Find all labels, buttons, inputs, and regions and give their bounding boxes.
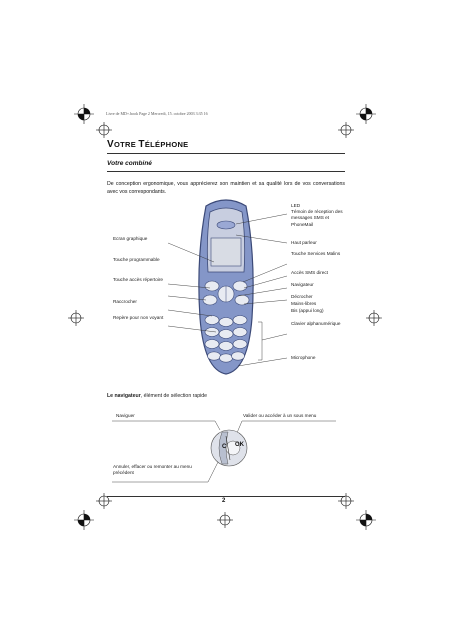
label-pick-up: Décrocher xyxy=(291,294,313,299)
navigator-ok-label: OK xyxy=(235,442,244,448)
label-hands-free: Mains-libres xyxy=(291,301,317,306)
label-microphone: Microphone xyxy=(291,355,316,360)
page-number: 2 xyxy=(222,498,226,504)
label-directory-key: Touche accès répertoire xyxy=(113,277,164,282)
section-title: Votre combiné xyxy=(107,160,152,167)
footer-rule xyxy=(107,496,345,497)
label-sms-direct: Accès SMS direct xyxy=(291,270,328,275)
page-title-v: V xyxy=(107,139,114,150)
label-speaker: Haut parleur xyxy=(291,240,317,245)
label-screen: Ecran graphique xyxy=(113,236,148,241)
navigator-heading-bold: Le navigateur xyxy=(107,393,141,399)
label-tactile-mark: Repère pour non voyant xyxy=(113,315,164,320)
label-navigator: Navigateur xyxy=(291,282,314,287)
intro-paragraph: De conception ergonomique, vous apprécierez son maintien et sa qualité lors de vos conversations avec vos correspondants. xyxy=(107,181,345,195)
navigator-heading-rest: , élément de sélection rapide xyxy=(140,393,208,399)
label-validate: Valider ou accéder à un sous menu xyxy=(243,413,317,418)
label-redial: Bis (appui long) xyxy=(291,308,324,313)
label-soft-key: Touche programmable xyxy=(113,257,160,262)
page-title-otre: OTRE xyxy=(113,140,139,149)
navigator-c-label: C xyxy=(222,444,227,450)
page-title-elephone: ÉLÉPHONE xyxy=(144,140,189,149)
label-keypad: Clavier alphanumérique xyxy=(291,321,341,326)
label-navigate: Naviguer xyxy=(116,413,135,418)
label-led: LED xyxy=(291,203,301,208)
page-title-t: T xyxy=(138,139,145,150)
print-header: Livre de MD+.book Page 2 Mercredi, 15. octobre 2003 3:35 16 xyxy=(106,111,208,116)
label-cancel: Annuler, effacer ou remonter au menu précédent xyxy=(113,464,192,476)
label-services-key: Touche Services Malins xyxy=(291,251,341,256)
label-sms-indicator: Témoin de réception des messages SMS et PhoneMail xyxy=(291,209,343,227)
label-hang-up: Raccrocher xyxy=(113,299,137,304)
